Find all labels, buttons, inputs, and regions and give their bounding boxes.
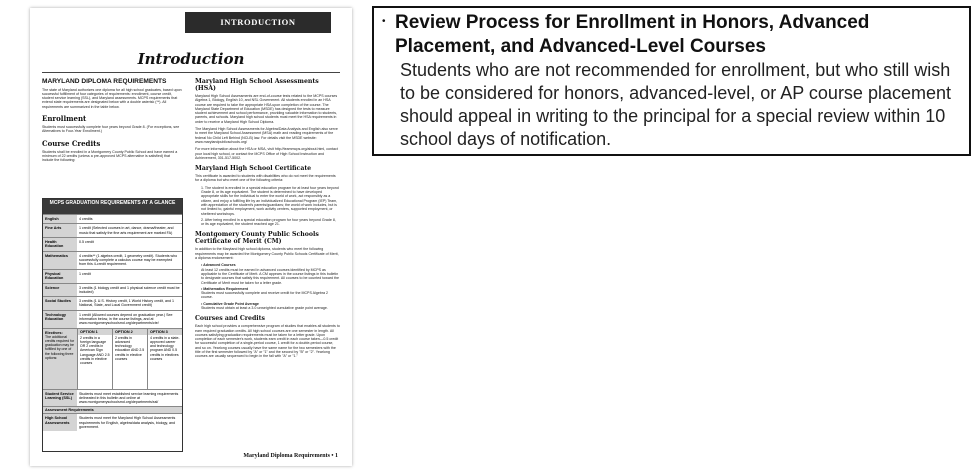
table-row xyxy=(43,214,182,223)
page-footer: Maryland Diploma Requirements • 1 xyxy=(243,453,338,459)
title-divider xyxy=(42,72,340,73)
merit-item-title: • Mathematics Requirement xyxy=(201,286,248,291)
hsa-text: The Maryland High School Assessments for Algebra/Data Analysis and English also serve to meet the Maryland School Assessment (MSA) math and reading requirements of the federal No Child Left Behind (NCLB) law. For details visit the MSDE website: www.marylandpublicschools.org/ xyxy=(195,127,338,144)
courses-text: Each high school provides a comprehensive program of studies that enables all students to earn required graduation credits. All high school courses are one semester in length. All courses satisfying graduation requirements must be taken for a letter grade. Upon completion of each semester's work, students earn credit in each course taken—0.5 credit for successful completion of a single-period course, 1 credit for a double-period course, and so on. Yearlong courses usually have the same name for the two semesters with the title of the first semester followed by "A" or "1" and the second by "B" or "2". Yearlong courses are usually sequenced to begin in the fall with "A" or "1." xyxy=(195,324,340,359)
enrollment-text: Students must successfully complete four years beyond Grade 8. (For exceptions, see Alternatives to Four-Year Enrollment.) xyxy=(42,124,180,134)
document-page xyxy=(30,8,352,466)
hsa-text: Maryland High School Assessments are end-of-course tests related to the MCPS courses Algebra 1, Biology, English 10, and NSL Government. All students enrolled in an HSA course are required to take the appropriate HSA upon completion of the course. The Maryland State Department of Education (MSDE) has designed the tests to measure student achievement and school performance, providing valuable information to students, parents, and schools. Maryland high school students must meet the HSA requirements in order to receive a Maryland High School Diploma. xyxy=(195,94,338,124)
hsa-text: For more information about the HSA or MSA, visit http://teammcps.org/about.html, contact your local high school, or contact the MCPS Office of High School Instruction and Achievement, 301-517-5002. xyxy=(195,147,338,160)
electives-label: Electives: xyxy=(45,330,63,335)
row-subject: Social Studies xyxy=(43,297,77,310)
row-requirement: 1 credit xyxy=(79,271,91,276)
assessment-requirements-header: Assessment Requirements xyxy=(43,406,182,413)
row-subject: Technology Education xyxy=(43,311,77,328)
row-subject: Student Service Learning (SSL) xyxy=(43,390,77,407)
course-credits-text: Students shall be enrolled in a Montgomery County Public School and have earned a minimum of 22 credits (unless a pre-approved MCPS alternative is satisfied) that include the following: xyxy=(42,149,178,163)
option-header: OPTION 2 xyxy=(113,329,147,335)
table-row-assessment xyxy=(43,413,182,431)
electives-row xyxy=(43,328,182,389)
row-requirement: 4 credits xyxy=(79,217,93,221)
row-subject: Science xyxy=(43,284,77,297)
callout-body: Students who are not recommended for enrollment, but who still wish to be considered for honors, advanced-level, or AP course placement should appeal in writing to the principal for a special review within 10 school days of notification. xyxy=(400,60,951,149)
option-body: 2 credits in advanced technology education AND 2.5 credits in elective courses xyxy=(115,335,145,361)
table-row xyxy=(43,237,182,251)
row-subject: English xyxy=(43,215,77,223)
electives-options xyxy=(77,329,182,389)
row-requirement: Students must meet established service learning requirements delineated in this bulletin and online at www.montgomeryschoolsmd.org/departments/ssl/ xyxy=(79,391,179,405)
option-body: 4 credits in a state-approved career and technology program AND 0.5 credits in electives courses xyxy=(150,335,180,361)
table-row xyxy=(43,296,182,310)
option-header: OPTION 3 xyxy=(148,329,182,335)
table-row xyxy=(43,251,182,269)
diploma-heading: MARYLAND DIPLOMA REQUIREMENTS xyxy=(42,78,167,85)
callout-box xyxy=(372,6,971,156)
certificate-heading: Maryland High School Certificate xyxy=(195,165,312,173)
row-requirement: 1 credit (Selected courses in art, dance, drama/theater, and music that satisfy the fine arts requirement are marked FA) xyxy=(79,226,174,235)
option-body: 2 credits in a foreign language OR 2 credits in American Sign Language AND 2.5 credits in elective courses xyxy=(80,335,110,366)
table-row-ssl xyxy=(43,389,182,407)
merit-item-text: Students must successfully complete and receive credit for the MCPS Algebra 2 course. xyxy=(201,291,329,300)
enrollment-heading: Enrollment xyxy=(42,113,87,123)
courses-heading: Courses and Credits xyxy=(195,315,265,323)
row-subject: High School Assessments xyxy=(43,414,77,431)
section-tab: INTRODUCTION xyxy=(185,12,331,33)
row-subject: Mathematics xyxy=(43,252,77,269)
row-requirement: 4 credits** (1 algebra credit, 1 geometry credit). Students who successfully complete a calculus course may be exempted from this 4-credit requirement. xyxy=(79,253,178,267)
option-header: OPTION 1 xyxy=(78,329,112,335)
option-2 xyxy=(112,329,147,389)
merit-item-title: • Cumulative Grade Point Average xyxy=(201,301,259,306)
table-row xyxy=(43,269,182,283)
electives-label-cell xyxy=(43,329,77,389)
option-1 xyxy=(77,329,112,389)
merit-item-text: At least 12 credits must be earned in advanced courses identified by MCPS as applicable to the Certificate of Merit. A CM appears in the course listings in this bulletin to designate courses that satisfy this requirement. All courses to be counted toward the Certificate of Merit must be taken for a letter grade. xyxy=(201,267,340,285)
diploma-intro: The state of Maryland authorizes one diploma for all high school graduates, based upon successful fulfillment of four categories of requirements: enrollment, course credit, student service learning (SSL), and Maryland assessments. MCPS requirements that extend state requirements are designated below with a double asterisk (**). All requirements are summarized in the table below. xyxy=(42,87,182,109)
table-row xyxy=(43,283,182,297)
bullet-icon: • xyxy=(382,16,386,27)
right-column xyxy=(195,78,340,450)
merit-text: In addition to the Maryland high school diploma, students who meet the following requirements may be awarded the Montgomery County Public Schools Certificate of Merit, a diploma endorsement: xyxy=(195,247,339,261)
row-requirement: Students must meet the Maryland High School Assessments requirements for English, algebra/data analysis, biology, and government. xyxy=(79,416,176,430)
callout-title: Review Process for Enrollment in Honors, Advanced Placement, and Advanced-Level Courses xyxy=(395,12,870,57)
electives-description: The additional credits required for graduation may be fulfilled by one of the following three options: xyxy=(45,334,75,360)
merit-heading: Montgomery County Public Schools Certificate of Merit (CM) xyxy=(195,231,319,246)
table-title: MCPS GRADUATION REQUIREMENTS AT A GLANCE xyxy=(43,199,182,214)
page-title: Introduction xyxy=(137,50,245,68)
certificate-item: 1. The student is enrolled in a special education program for at least four years beyond Grade 8, or its age equivalent. The student is determined to have developed appropriate skills for the individual to enter the world of work, act responsibly as a citizen, and enjoy a fulfilling life by an individualized Educational Program (IEP) Team, with appreciation of the student's parents/guardians; the world of work includes, but is not limited to, gainful employment, work activity centers, supported employment, or sheltered workshops. xyxy=(201,185,339,216)
hsa-heading: Maryland High School Assessments (HSA) xyxy=(195,78,319,92)
graduation-requirements-table xyxy=(42,198,183,452)
certificate-item: 2. After being enrolled in a special education program for four years beyond Grade 8, or its age equivalent, the student reached age 21. xyxy=(201,217,336,227)
row-requirement: 3 credits (1 biology credit and 1 physical science credit must be included) xyxy=(79,285,180,294)
option-3 xyxy=(147,329,182,389)
merit-item-text: Students must obtain at least a 3.0 unweighted cumulative grade point average. xyxy=(201,305,328,310)
merit-item-title: • Advanced Courses xyxy=(201,263,236,268)
row-subject: Fine Arts xyxy=(43,224,77,237)
table-row xyxy=(43,310,182,328)
row-subject: Health Education xyxy=(43,238,77,251)
table-row xyxy=(43,223,182,237)
certificate-text: This certificate is awarded to students with disabilities who do not meet the requirements for a diploma but who meet one of the following criteria: xyxy=(195,174,336,183)
row-subject: Physical Education xyxy=(43,270,77,283)
row-requirement: 3 credits (1 U.S. History credit, 1 World History credit, and 1 National, State, and Local Government credit) xyxy=(79,299,174,308)
course-credits-heading: Course Credits xyxy=(42,138,101,148)
row-requirement: 0.5 credit xyxy=(79,240,94,244)
row-requirement: 1 credit (Allowed courses depend on graduation year.) See information below, in the course listings, and at www.montgomeryschoolsmd.org/departments/cte/ xyxy=(79,312,173,326)
